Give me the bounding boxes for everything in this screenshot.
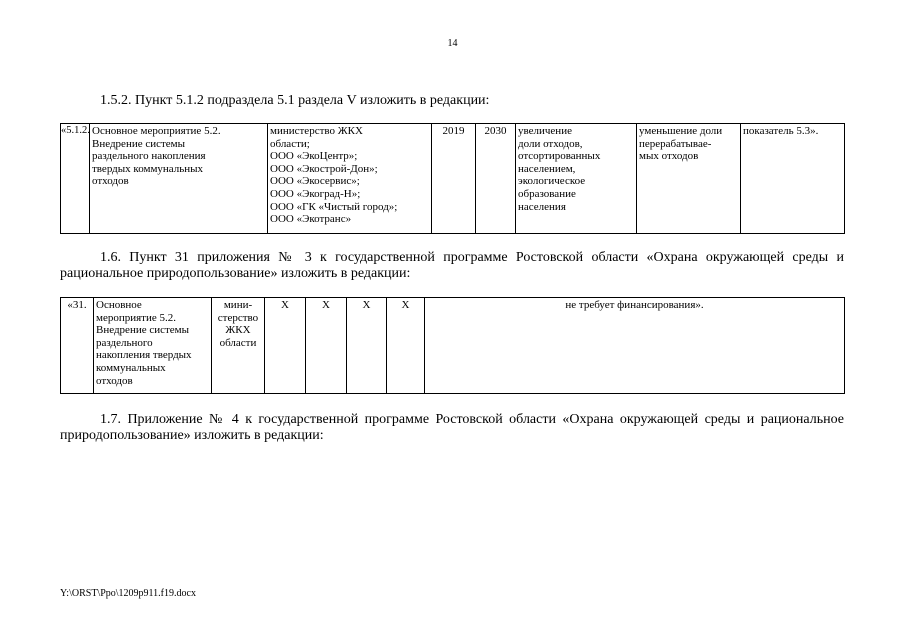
cell-expected-result: увеличение доли отходов, отсортированных населением, экологическое образование населения <box>516 124 637 234</box>
paragraph-1-5-2: 1.5.2. Пункт 5.1.2 подраздела 5.1 раздела V изложить в редакции: <box>100 93 490 108</box>
cell-executor: мини- стерство ЖКХ области <box>212 298 265 394</box>
table-item-31 <box>60 297 845 394</box>
cell-measure: Основное мероприятие 5.2. Внедрение системы раздельного накопления твердых коммунальных отходов <box>94 298 212 394</box>
cell-x-4: Х <box>387 298 425 394</box>
table-item-5-1-2 <box>60 123 845 234</box>
page-number: 14 <box>447 38 458 49</box>
cell-x-1: Х <box>265 298 306 394</box>
cell-x-2: Х <box>306 298 347 394</box>
paragraph-1-7: 1.7. Приложение № 4 к государственной программе Ростовской области «Охрана окружающей среды и рациональное природопользование» изложить в редакции: <box>60 412 844 443</box>
cell-consequence: уменьшение доли перерабатывае- мых отходов <box>637 124 741 234</box>
paragraph-1-6: 1.6. Пункт 31 приложения № 3 к государственной программе Ростовской области «Охрана окружающей среды и рациональное природопользование» изложить в редакции: <box>60 250 844 281</box>
table-row <box>61 124 845 234</box>
cell-x-3: Х <box>347 298 387 394</box>
cell-measure: Основное мероприятие 5.2. Внедрение системы раздельного накопления твердых коммунальных отходов <box>90 124 268 234</box>
footer-file-path: Y:\ORST\Ppo\1209p911.f19.docx <box>60 588 196 599</box>
cell-item-number: «31. <box>61 298 94 394</box>
cell-year-end: 2030 <box>476 124 516 234</box>
cell-financing: не требует финансирования». <box>425 298 845 394</box>
table-row <box>61 298 845 394</box>
cell-year-start: 2019 <box>432 124 476 234</box>
cell-executors: министерство ЖКХ области; ООО «ЭкоЦентр»; ООО «Экострой-Дон»; ООО «Экосервис»; ООО «Экоград-Н»; ООО «ГК «Чистый город»; ООО «Экотранс» <box>268 124 432 234</box>
cell-indicator: показатель 5.3». <box>741 124 845 234</box>
cell-item-number: «5.1.2. <box>61 124 90 234</box>
